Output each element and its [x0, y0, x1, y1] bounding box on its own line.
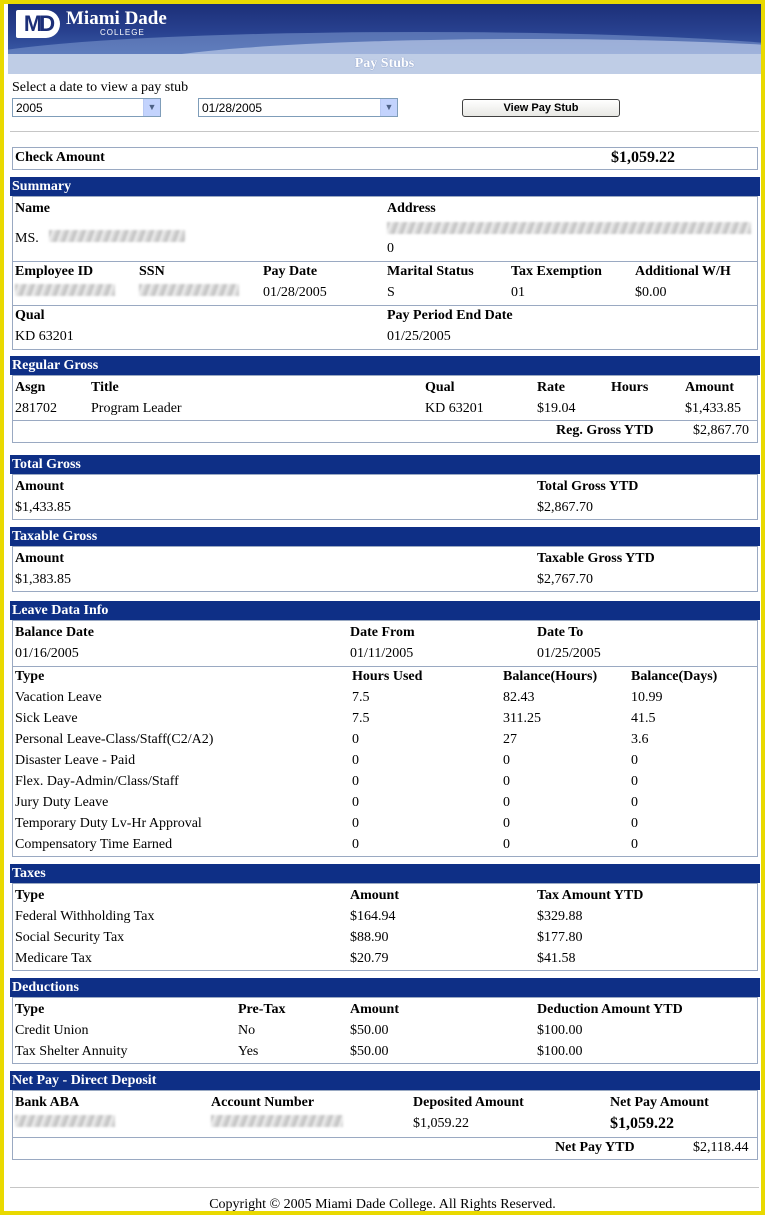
leave-balance-days: 0	[631, 795, 638, 810]
col-tax-ytd: Tax Amount YTD	[537, 888, 644, 903]
employee-id-redacted	[15, 284, 115, 296]
taxable-gross-box	[12, 546, 758, 592]
net-pay-box	[12, 1090, 758, 1160]
college-logo[interactable]	[16, 10, 167, 38]
logo-mark-icon: MD	[16, 10, 60, 38]
deduction-amount: $50.00	[350, 1044, 389, 1059]
qual-value: KD 63201	[15, 329, 74, 344]
year-select-value: 2005	[16, 101, 43, 115]
tax-ytd: $329.88	[537, 909, 583, 924]
deductions-box	[12, 997, 758, 1064]
deduction-ytd: $100.00	[537, 1044, 583, 1059]
deduction-pre-tax: No	[238, 1023, 256, 1038]
total-gross-amount-label: Amount	[15, 479, 65, 494]
date-to-value: 01/25/2005	[537, 646, 601, 661]
ssn-label: SSN	[139, 264, 165, 279]
col-tax-type: Type	[15, 888, 45, 903]
marital-status-value: S	[387, 285, 395, 300]
col-qual: Qual	[425, 380, 455, 395]
leave-balance-days: 0	[631, 774, 638, 789]
leave-type: Personal Leave-Class/Staff(C2/A2)	[15, 732, 214, 747]
col-deduction-amount: Amount	[350, 1002, 400, 1017]
cell-asgn: 281702	[15, 401, 57, 416]
logo-sub: COLLEGE	[100, 28, 145, 37]
account-number-redacted	[211, 1115, 343, 1127]
leave-balance-days: 41.5	[631, 711, 656, 726]
ssn-redacted	[139, 284, 239, 296]
leave-type: Vacation Leave	[15, 690, 102, 705]
copyright-text: Copyright © 2005 Miami Dade College. All Rights Reserved.	[209, 1197, 556, 1212]
leave-type: Jury Duty Leave	[15, 795, 109, 810]
tax-ytd: $177.80	[537, 930, 583, 945]
divider	[13, 420, 757, 421]
deduction-amount: $50.00	[350, 1023, 389, 1038]
leave-balance-hours: 0	[503, 795, 510, 810]
net-pay-ytd-label: Net Pay YTD	[555, 1140, 635, 1155]
total-gross-ytd: $2,867.70	[537, 500, 593, 515]
leave-type: Sick Leave	[15, 711, 78, 726]
col-pre-tax: Pre-Tax	[238, 1002, 286, 1017]
logo-name: Miami Dade	[66, 8, 167, 29]
address-label: Address	[387, 201, 436, 216]
leave-balance-days: 0	[631, 753, 638, 768]
leave-hours-used: 0	[352, 732, 359, 747]
total-gross-header: Total Gross	[10, 455, 760, 474]
taxes-header: Taxes	[10, 864, 760, 883]
name-label: Name	[15, 201, 50, 216]
leave-balance-hours: 311.25	[503, 711, 541, 726]
taxable-gross-header: Taxable Gross	[10, 527, 760, 546]
divider	[10, 1187, 759, 1188]
marital-status-label: Marital Status	[387, 264, 474, 279]
taxes-box	[12, 883, 758, 971]
summary-header: Summary	[10, 177, 760, 196]
leave-balance-hours: 0	[503, 837, 510, 852]
leave-balance-hours: 0	[503, 816, 510, 831]
leave-hours-used: 0	[352, 774, 359, 789]
balance-date-label: Balance Date	[15, 625, 94, 640]
account-number-label: Account Number	[211, 1095, 315, 1110]
tax-type: Social Security Tax	[15, 930, 125, 945]
bank-aba-redacted	[15, 1115, 115, 1127]
leave-data-header: Leave Data Info	[10, 601, 760, 620]
tax-exemption-label: Tax Exemption	[511, 264, 602, 279]
leave-type: Compensatory Time Earned	[15, 837, 173, 852]
name-redacted	[49, 230, 185, 242]
cell-title: Program Leader	[91, 401, 182, 416]
deposited-amount-label: Deposited Amount	[413, 1095, 524, 1110]
qual-label: Qual	[15, 308, 45, 323]
col-deduction-type: Type	[15, 1002, 45, 1017]
taxable-gross-amount-label: Amount	[15, 551, 65, 566]
total-gross-amount: $1,433.85	[15, 500, 71, 515]
balance-date-value: 01/16/2005	[15, 646, 79, 661]
regular-gross-box	[12, 375, 758, 443]
leave-hours-used: 7.5	[352, 711, 370, 726]
reg-gross-ytd-label: Reg. Gross YTD	[556, 423, 654, 438]
view-pay-stub-button[interactable]: View Pay Stub	[462, 99, 620, 117]
pay-date-value: 01/28/2005	[263, 285, 327, 300]
header-banner	[8, 4, 761, 54]
leave-type: Temporary Duty Lv-Hr Approval	[15, 816, 202, 831]
pay-stub-selector	[12, 80, 752, 115]
total-gross-box	[12, 474, 758, 520]
tax-exemption-value: 01	[511, 285, 525, 300]
additional-wh-label: Additional W/H	[635, 264, 731, 279]
date-select[interactable]	[198, 98, 398, 117]
divider	[10, 131, 759, 132]
net-pay-header: Net Pay - Direct Deposit	[10, 1071, 760, 1090]
page-title: Pay Stubs	[8, 54, 761, 74]
net-pay-amount-value: $1,059.22	[610, 1115, 674, 1132]
bank-aba-label: Bank ABA	[15, 1095, 80, 1110]
col-amount: Amount	[685, 380, 735, 395]
date-from-value: 01/11/2005	[350, 646, 414, 661]
tax-amount: $164.94	[350, 909, 396, 924]
chevron-down-icon[interactable]: ▼	[380, 99, 397, 116]
address-value: 0	[387, 241, 394, 256]
col-deduction-ytd: Deduction Amount YTD	[537, 1002, 683, 1017]
divider	[13, 1137, 757, 1138]
leave-hours-used: 0	[352, 816, 359, 831]
col-rate: Rate	[537, 380, 565, 395]
col-hours-used: Hours Used	[352, 669, 423, 684]
summary-box	[12, 196, 758, 350]
net-pay-amount-label: Net Pay Amount	[610, 1095, 709, 1110]
cell-rate: $19.04	[537, 401, 576, 416]
leave-balance-hours: 0	[503, 774, 510, 789]
taxable-gross-ytd: $2,767.70	[537, 572, 593, 587]
pay-date-label: Pay Date	[263, 264, 318, 279]
net-pay-ytd-value: $2,118.44	[693, 1140, 749, 1155]
cell-qual: KD 63201	[425, 401, 484, 416]
regular-gross-header: Regular Gross	[10, 356, 760, 375]
leave-type: Flex. Day-Admin/Class/Staff	[15, 774, 179, 789]
date-from-label: Date From	[350, 625, 415, 640]
chevron-down-icon[interactable]: ▼	[143, 99, 160, 116]
leave-hours-used: 0	[352, 795, 359, 810]
year-select[interactable]	[12, 98, 161, 117]
col-asgn: Asgn	[15, 380, 46, 395]
deduction-type: Credit Union	[15, 1023, 89, 1038]
pay-period-end-label: Pay Period End Date	[387, 308, 513, 323]
taxable-gross-amount: $1,383.85	[15, 572, 71, 587]
address-redacted	[387, 222, 751, 234]
tax-amount: $88.90	[350, 930, 389, 945]
col-title: Title	[91, 380, 119, 395]
additional-wh-value: $0.00	[635, 285, 667, 300]
col-hours: Hours	[611, 380, 649, 395]
col-balance-days: Balance(Days)	[631, 669, 718, 684]
leave-balance-days: 3.6	[631, 732, 649, 747]
divider	[13, 261, 757, 262]
pay-period-end-value: 01/25/2005	[387, 329, 451, 344]
divider	[13, 666, 757, 667]
leave-balance-hours: 82.43	[503, 690, 535, 705]
reg-gross-ytd-value: $2,867.70	[693, 423, 749, 438]
leave-data-box	[12, 620, 758, 857]
leave-hours-used: 0	[352, 837, 359, 852]
check-amount-value: $1,059.22	[611, 149, 675, 166]
leave-balance-hours: 0	[503, 753, 510, 768]
check-amount-box	[12, 147, 758, 170]
col-balance-hours: Balance(Hours)	[503, 669, 598, 684]
date-to-label: Date To	[537, 625, 584, 640]
total-gross-ytd-label: Total Gross YTD	[537, 479, 639, 494]
tax-amount: $20.79	[350, 951, 389, 966]
leave-balance-days: 0	[631, 816, 638, 831]
selector-label: Select a date to view a pay stub	[12, 80, 189, 95]
date-select-value: 01/28/2005	[202, 101, 263, 115]
leave-hours-used: 7.5	[352, 690, 370, 705]
leave-balance-days: 10.99	[631, 690, 663, 705]
deposited-amount-value: $1,059.22	[413, 1116, 469, 1131]
deductions-header: Deductions	[10, 978, 760, 997]
tax-type: Medicare Tax	[15, 951, 92, 966]
employee-id-label: Employee ID	[15, 264, 94, 279]
leave-type: Disaster Leave - Paid	[15, 753, 136, 768]
leave-balance-hours: 27	[503, 732, 517, 747]
check-amount-label: Check Amount	[15, 150, 105, 165]
name-prefix: MS.	[15, 231, 39, 246]
col-tax-amount: Amount	[350, 888, 400, 903]
deduction-type: Tax Shelter Annuity	[15, 1044, 128, 1059]
taxable-gross-ytd-label: Taxable Gross YTD	[537, 551, 655, 566]
leave-hours-used: 0	[352, 753, 359, 768]
logo-text	[66, 10, 167, 37]
tax-ytd: $41.58	[537, 951, 576, 966]
cell-amount: $1,433.85	[685, 401, 741, 416]
leave-balance-days: 0	[631, 837, 638, 852]
divider	[13, 305, 757, 306]
tax-type: Federal Withholding Tax	[15, 909, 155, 924]
deduction-ytd: $100.00	[537, 1023, 583, 1038]
deduction-pre-tax: Yes	[238, 1044, 259, 1059]
col-leave-type: Type	[15, 669, 45, 684]
